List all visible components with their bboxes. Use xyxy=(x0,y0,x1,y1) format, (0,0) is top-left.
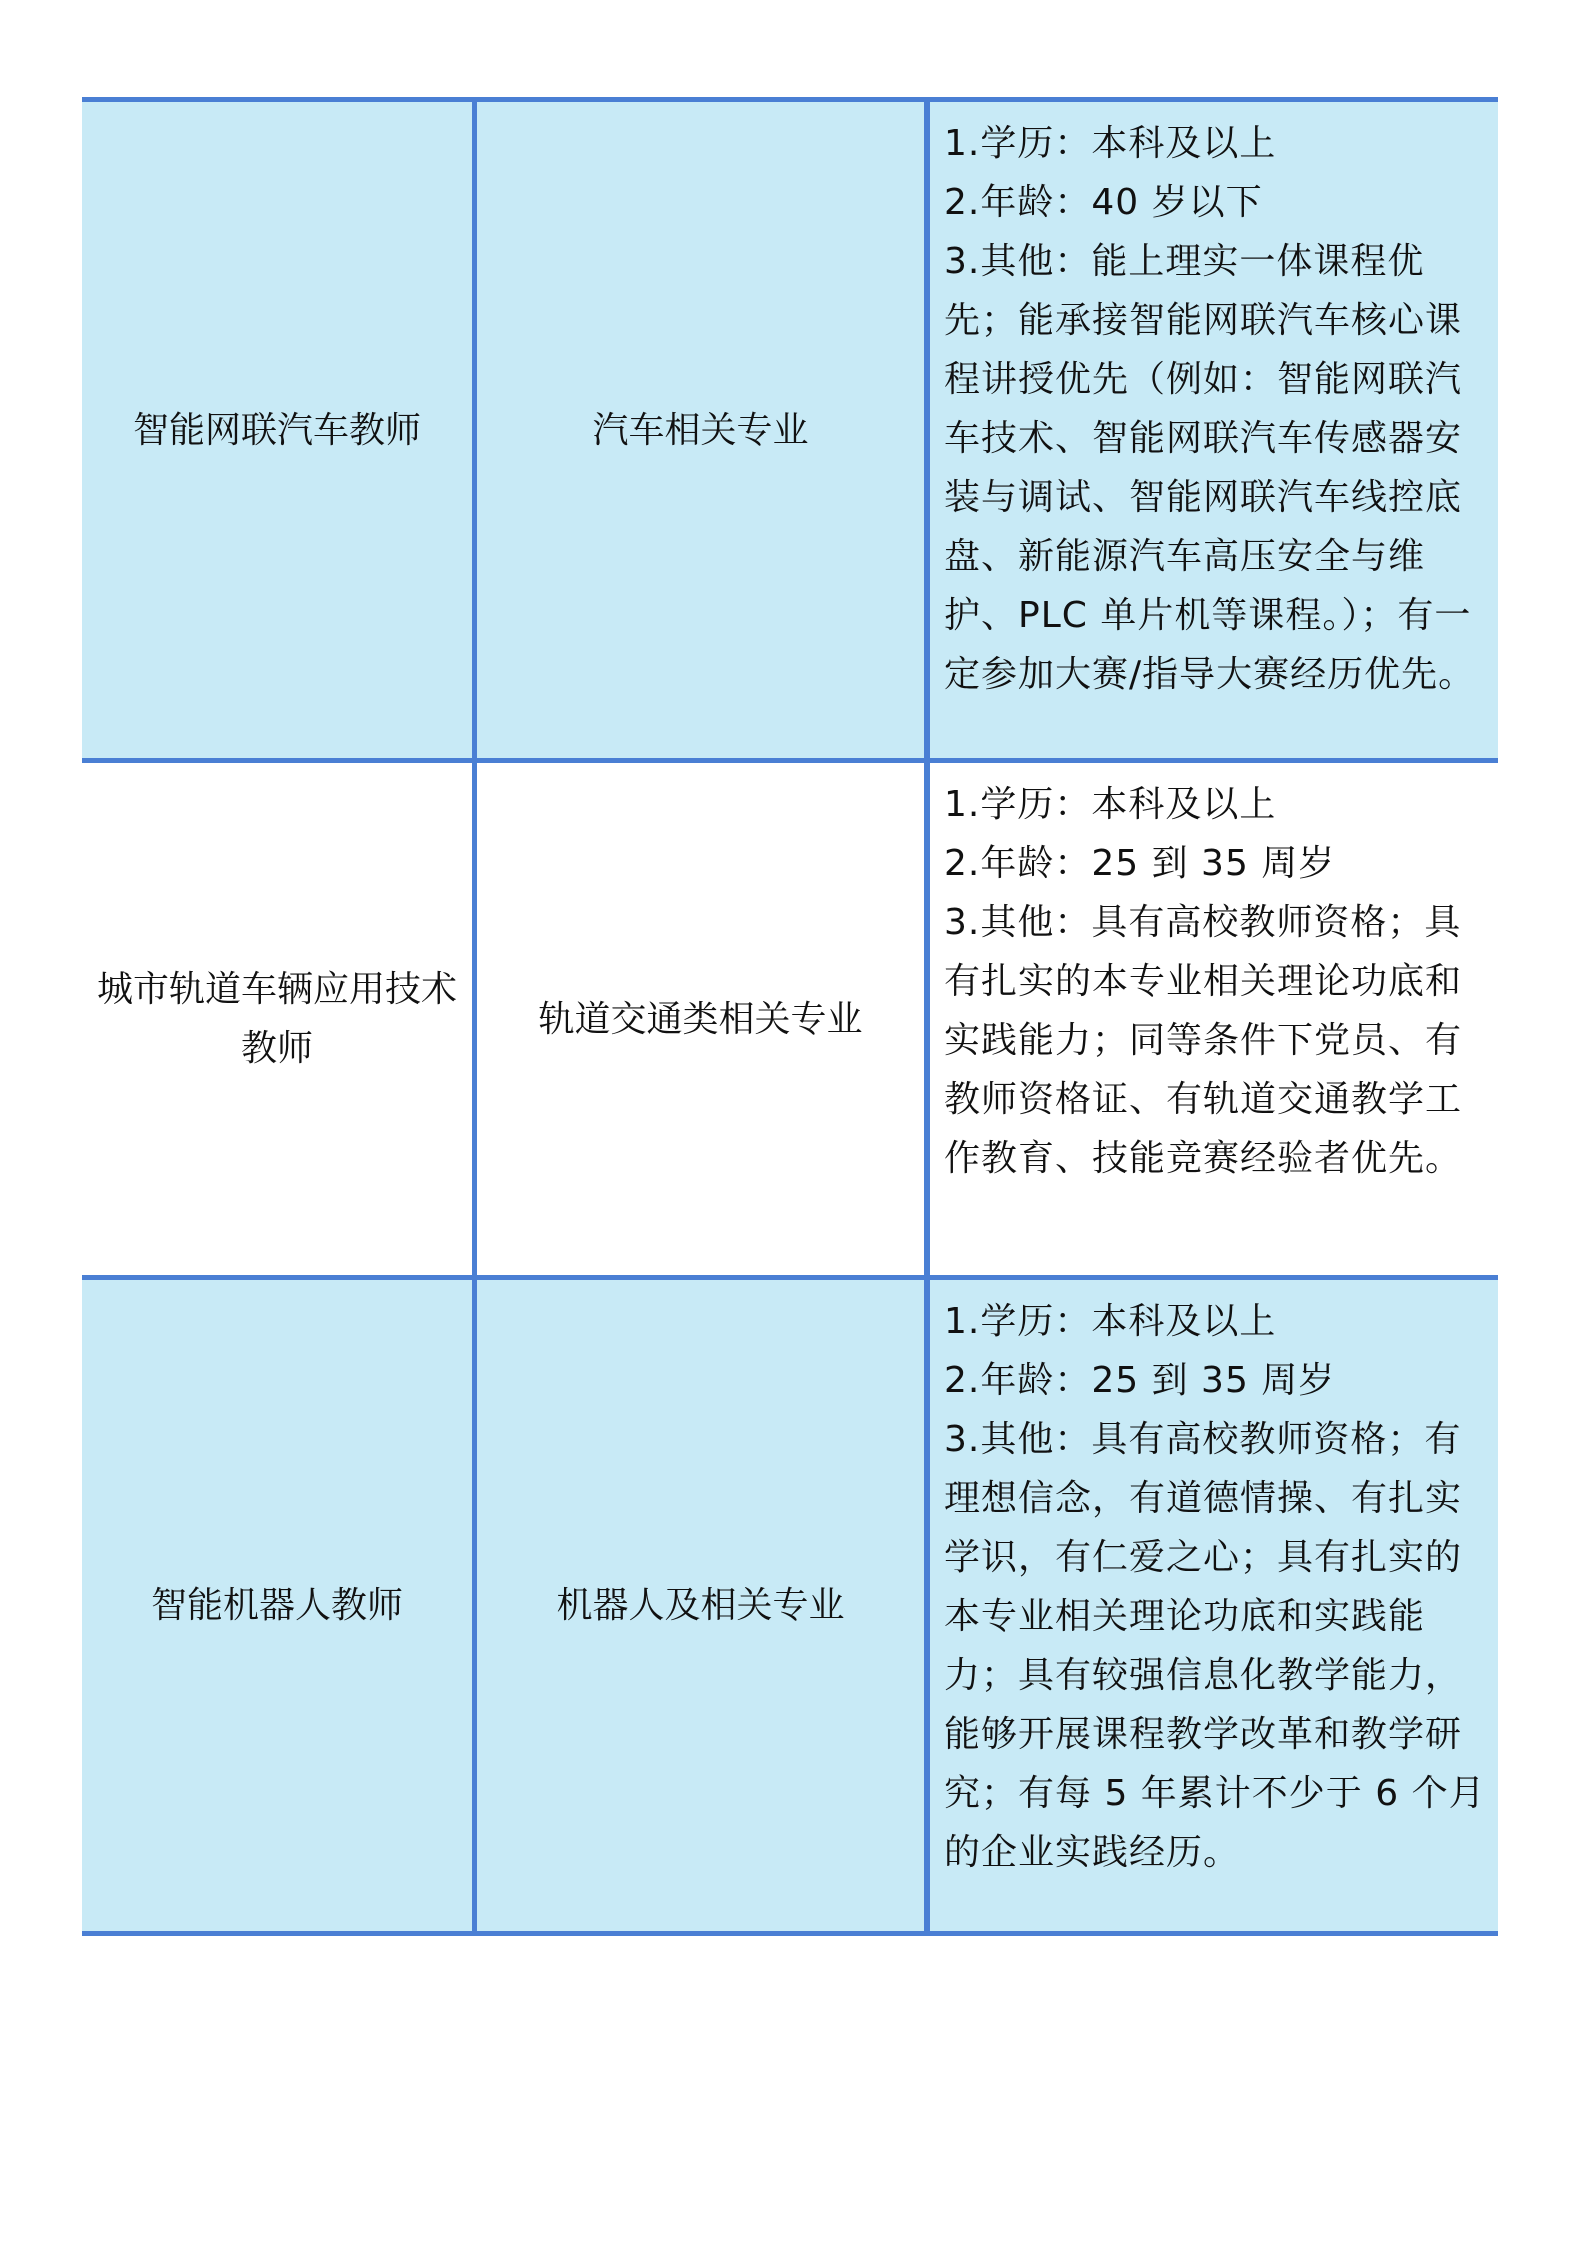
major-text: 机器人及相关专业 xyxy=(556,1585,845,1626)
major-cell xyxy=(477,1280,930,1931)
requirement-age: 2.年龄：25 到 35 周岁 xyxy=(944,1360,1336,1401)
table-row xyxy=(82,763,1498,1280)
requirements-cell xyxy=(930,1280,1498,1931)
major-text: 轨道交通类相关专业 xyxy=(538,998,863,1040)
requirement-age: 2.年龄：25 到 35 周岁 xyxy=(944,843,1336,884)
position-text: 智能机器人教师 xyxy=(150,1585,403,1626)
position-cell xyxy=(82,763,477,1275)
requirements-cell xyxy=(930,763,1498,1275)
position-cell xyxy=(82,1280,477,1931)
requirement-other: 3.其他：能上理实一体课程优先；能承接智能网联汽车核心课程讲授优先（例如：智能网联汽车技术、智能网联汽车传感器安装与调试、智能网联汽车线控底盘、新能源汽车高压安全与维护、PLC 单片机等课程。）；有一定参加大赛/指导大赛经历优先。 xyxy=(944,241,1476,695)
position-text: 城市轨道车辆应用技术教师 xyxy=(96,969,457,1069)
major-cell xyxy=(477,763,930,1275)
requirements-cell xyxy=(930,102,1498,758)
requirement-other: 3.其他：具有高校教师资格；有理想信念，有道德情操、有扎实学识，有仁爱之心；具有扎实的本专业相关理论功底和实践能力；具有较强信息化教学能力，能够开展课程教学改革和教学研究；有每 5 年累计不少于 6 个月的企业实践经历。 xyxy=(944,1419,1486,1873)
major-text: 汽车相关专业 xyxy=(592,409,809,451)
table-row xyxy=(82,1280,1498,1936)
requirement-other: 3.其他：具有高校教师资格；具有扎实的本专业相关理论功底和实践能力；同等条件下党员、有教师资格证、有轨道交通教学工作教育、技能竞赛经验者优先。 xyxy=(944,902,1463,1179)
table-row xyxy=(82,102,1498,763)
job-requirements-table xyxy=(82,97,1498,1936)
position-cell xyxy=(82,102,477,758)
position-text: 智能网联汽车教师 xyxy=(132,409,421,451)
requirement-age: 2.年龄：40 岁以下 xyxy=(944,182,1263,223)
major-cell xyxy=(477,102,930,758)
requirement-education: 1.学历：本科及以上 xyxy=(944,1301,1277,1342)
requirement-education: 1.学历：本科及以上 xyxy=(944,784,1277,825)
requirement-education: 1.学历：本科及以上 xyxy=(944,123,1277,164)
